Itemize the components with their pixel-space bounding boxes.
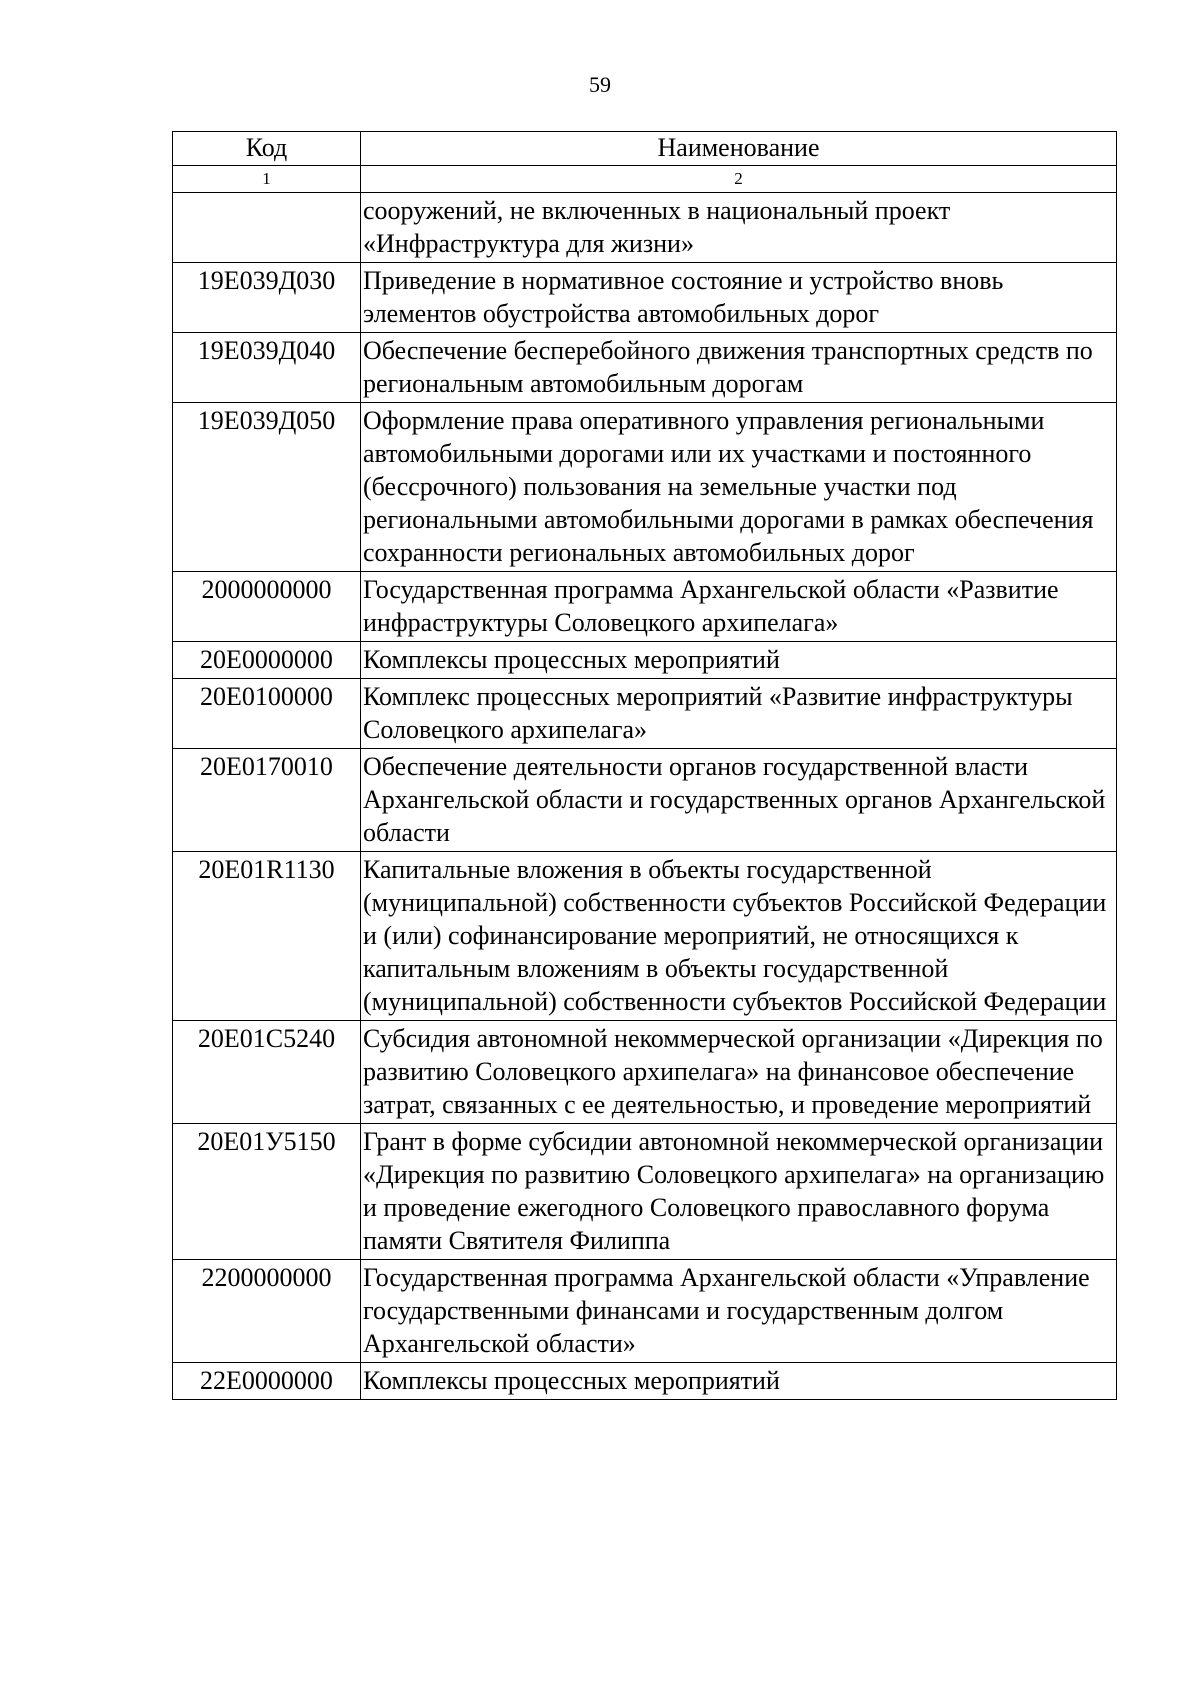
budget-code-table xyxy=(172,131,1117,1400)
table-row xyxy=(173,333,1117,403)
table-row xyxy=(173,679,1117,749)
row-name: Капитальные вложения в объекты государственной (муниципальной) собственности субъектов Российской Федерации и (или) софинансирование мероприятий, не относящихся к капитальным вложениям в объекты государственной (муниципальной) собственности субъектов Российской Федерации xyxy=(361,852,1117,1021)
table-row xyxy=(173,263,1117,333)
table-row xyxy=(173,749,1117,852)
row-code: 19Е039Д050 xyxy=(173,403,361,572)
row-code: 20Е0000000 xyxy=(173,642,361,679)
row-code: 2200000000 xyxy=(173,1260,361,1363)
row-code: 19Е039Д030 xyxy=(173,263,361,333)
table-row xyxy=(173,1124,1117,1260)
column-number-name: 2 xyxy=(361,166,1117,193)
page-number: 59 xyxy=(589,72,611,97)
table-header-row xyxy=(173,132,1117,166)
row-code xyxy=(173,193,361,263)
row-code: 20Е0100000 xyxy=(173,679,361,749)
row-name: сооружений, не включенных в национальный проект «Инфраструктура для жизни» xyxy=(361,193,1117,263)
row-name: Грант в форме субсидии автономной некоммерческой организации «Дирекция по развитию Соловецкого архипелага» на организацию и проведение ежегодного Соловецкого православного форума памяти Святителя Филиппа xyxy=(361,1124,1117,1260)
table-body xyxy=(173,166,1117,1400)
table-row xyxy=(173,193,1117,263)
header-name: Наименование xyxy=(361,132,1117,166)
table-row xyxy=(173,642,1117,679)
table-row xyxy=(173,572,1117,642)
row-code: 2000000000 xyxy=(173,572,361,642)
row-code: 20Е01С5240 xyxy=(173,1021,361,1124)
row-name: Субсидия автономной некоммерческой организации «Дирекция по развитию Соловецкого архипелага» на финансовое обеспечение затрат, связанных с ее деятельностью, и проведение мероприятий xyxy=(361,1021,1117,1124)
table-row xyxy=(173,1363,1117,1400)
row-code: 20Е0170010 xyxy=(173,749,361,852)
row-code: 22Е0000000 xyxy=(173,1363,361,1400)
table-row xyxy=(173,1260,1117,1363)
column-number-row xyxy=(173,166,1117,193)
row-name: Оформление права оперативного управления региональными автомобильными дорогами или их участками и постоянного (бессрочного) пользования на земельные участки под региональными автомобильными дорогами в рамках обеспечения сохранности региональных автомобильных дорог xyxy=(361,403,1117,572)
column-number-code: 1 xyxy=(173,166,361,193)
row-code: 20Е01У5150 xyxy=(173,1124,361,1260)
header-code: Код xyxy=(173,132,361,166)
row-name: Государственная программа Архангельской области «Развитие инфраструктуры Соловецкого архипелага» xyxy=(361,572,1117,642)
row-name: Приведение в нормативное состояние и устройство вновь элементов обустройства автомобильных дорог xyxy=(361,263,1117,333)
row-code: 19Е039Д040 xyxy=(173,333,361,403)
table-row xyxy=(173,403,1117,572)
table-row xyxy=(173,1021,1117,1124)
row-name: Государственная программа Архангельской области «Управление государственными финансами и государственным долгом Архангельской области» xyxy=(361,1260,1117,1363)
row-name: Комплекс процессных мероприятий «Развитие инфраструктуры Соловецкого архипелага» xyxy=(361,679,1117,749)
row-name: Комплексы процессных мероприятий xyxy=(361,1363,1117,1400)
row-name: Обеспечение бесперебойного движения транспортных средств по региональным автомобильным дорогам xyxy=(361,333,1117,403)
row-name: Комплексы процессных мероприятий xyxy=(361,642,1117,679)
row-code: 20Е01R1130 xyxy=(173,852,361,1021)
table-row xyxy=(173,852,1117,1021)
row-name: Обеспечение деятельности органов государственной власти Архангельской области и государственных органов Архангельской области xyxy=(361,749,1117,852)
